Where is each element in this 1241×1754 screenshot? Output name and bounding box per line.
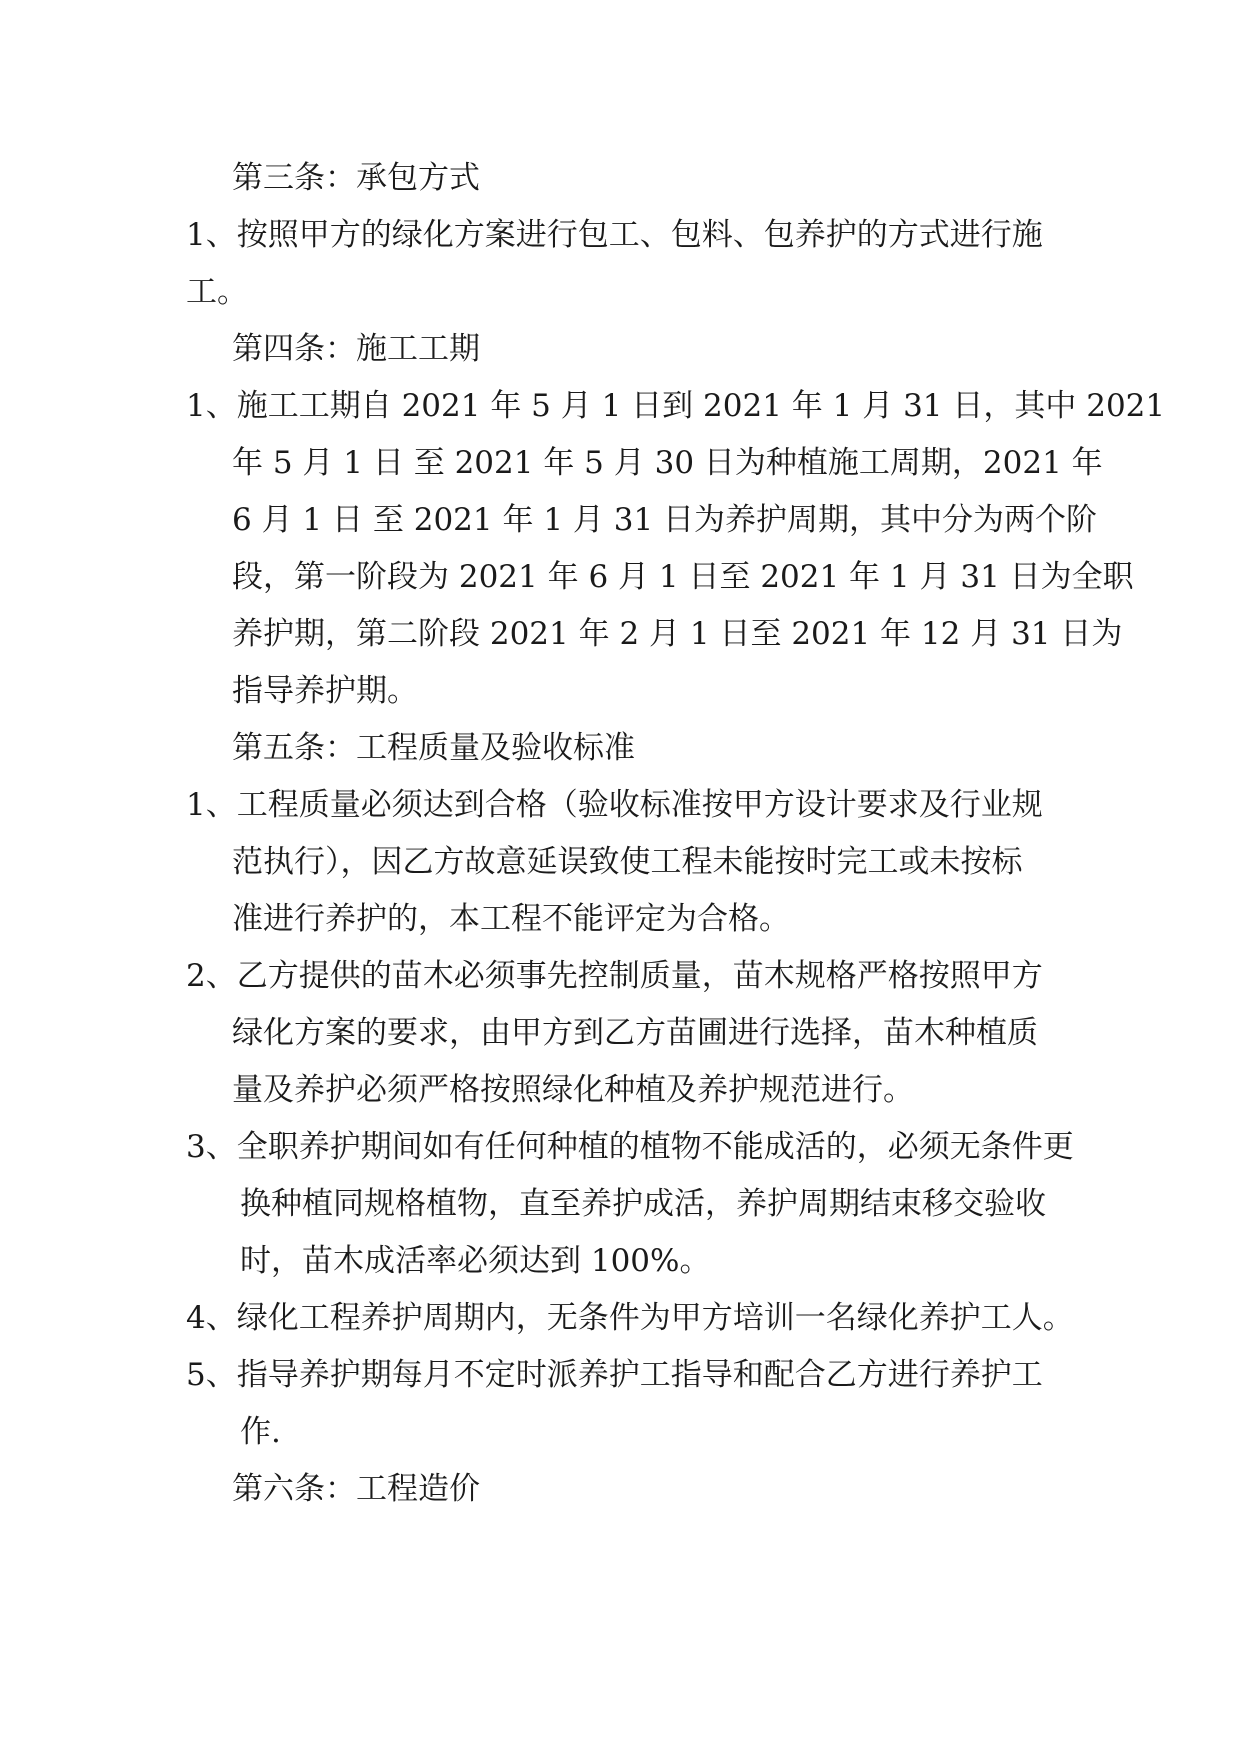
paragraph-line: 工。	[186, 274, 248, 310]
section-heading: 第四条：施工工期	[232, 331, 480, 367]
paragraph-line: 指导养护期。	[232, 673, 418, 709]
paragraph-line: 量及养护必须严格按照绿化种植及养护规范进行。	[232, 1072, 914, 1108]
section-heading: 第五条：工程质量及验收标准	[232, 730, 635, 766]
paragraph-line: 5、指导养护期每月不定时派养护工指导和配合乙方进行养护工	[186, 1357, 1043, 1393]
paragraph-line: 1、工程质量必须达到合格（验收标准按甲方设计要求及行业规	[186, 787, 1043, 823]
section-heading: 第三条：承包方式	[232, 160, 480, 196]
paragraph-line: 4、绿化工程养护周期内，无条件为甲方培训一名绿化养护工人。	[186, 1300, 1074, 1336]
paragraph-line: 段，第一阶段为 2021 年 6 月 1 日至 2021 年 1 月 31 日为全职	[232, 559, 1134, 595]
paragraph-line: 时，苗木成活率必须达到 100%。	[240, 1243, 711, 1279]
paragraph-line: 3、全职养护期间如有任何种植的植物不能成活的，必须无条件更	[186, 1129, 1074, 1165]
paragraph-line: 年 5 月 1 日 至 2021 年 5 月 30 日为种植施工周期，2021 年	[232, 445, 1103, 481]
paragraph-line: 换种植同规格植物，直至养护成活，养护周期结束移交验收	[240, 1186, 1046, 1222]
paragraph-line: 6 月 1 日 至 2021 年 1 月 31 日为养护周期，其中分为两个阶	[232, 502, 1098, 538]
paragraph-line: 1、施工工期自 2021 年 5 月 1 日到 2021 年 1 月 31 日，其中 2021	[186, 388, 1166, 424]
paragraph-line: 2、乙方提供的苗木必须事先控制质量，苗木规格严格按照甲方	[186, 958, 1043, 994]
paragraph-line: 范执行），因乙方故意延误致使工程未能按时完工或未按标	[232, 844, 1023, 880]
paragraph-line: 绿化方案的要求，由甲方到乙方苗圃进行选择，苗木种植质	[232, 1015, 1038, 1051]
paragraph-line: 准进行养护的，本工程不能评定为合格。	[232, 901, 790, 937]
paragraph-line: 养护期，第二阶段 2021 年 2 月 1 日至 2021 年 12 月 31 日为	[232, 616, 1123, 652]
section-heading: 第六条：工程造价	[232, 1471, 480, 1507]
paragraph-line: 作.	[240, 1414, 281, 1450]
paragraph-line: 1、按照甲方的绿化方案进行包工、包料、包养护的方式进行施	[186, 217, 1043, 253]
